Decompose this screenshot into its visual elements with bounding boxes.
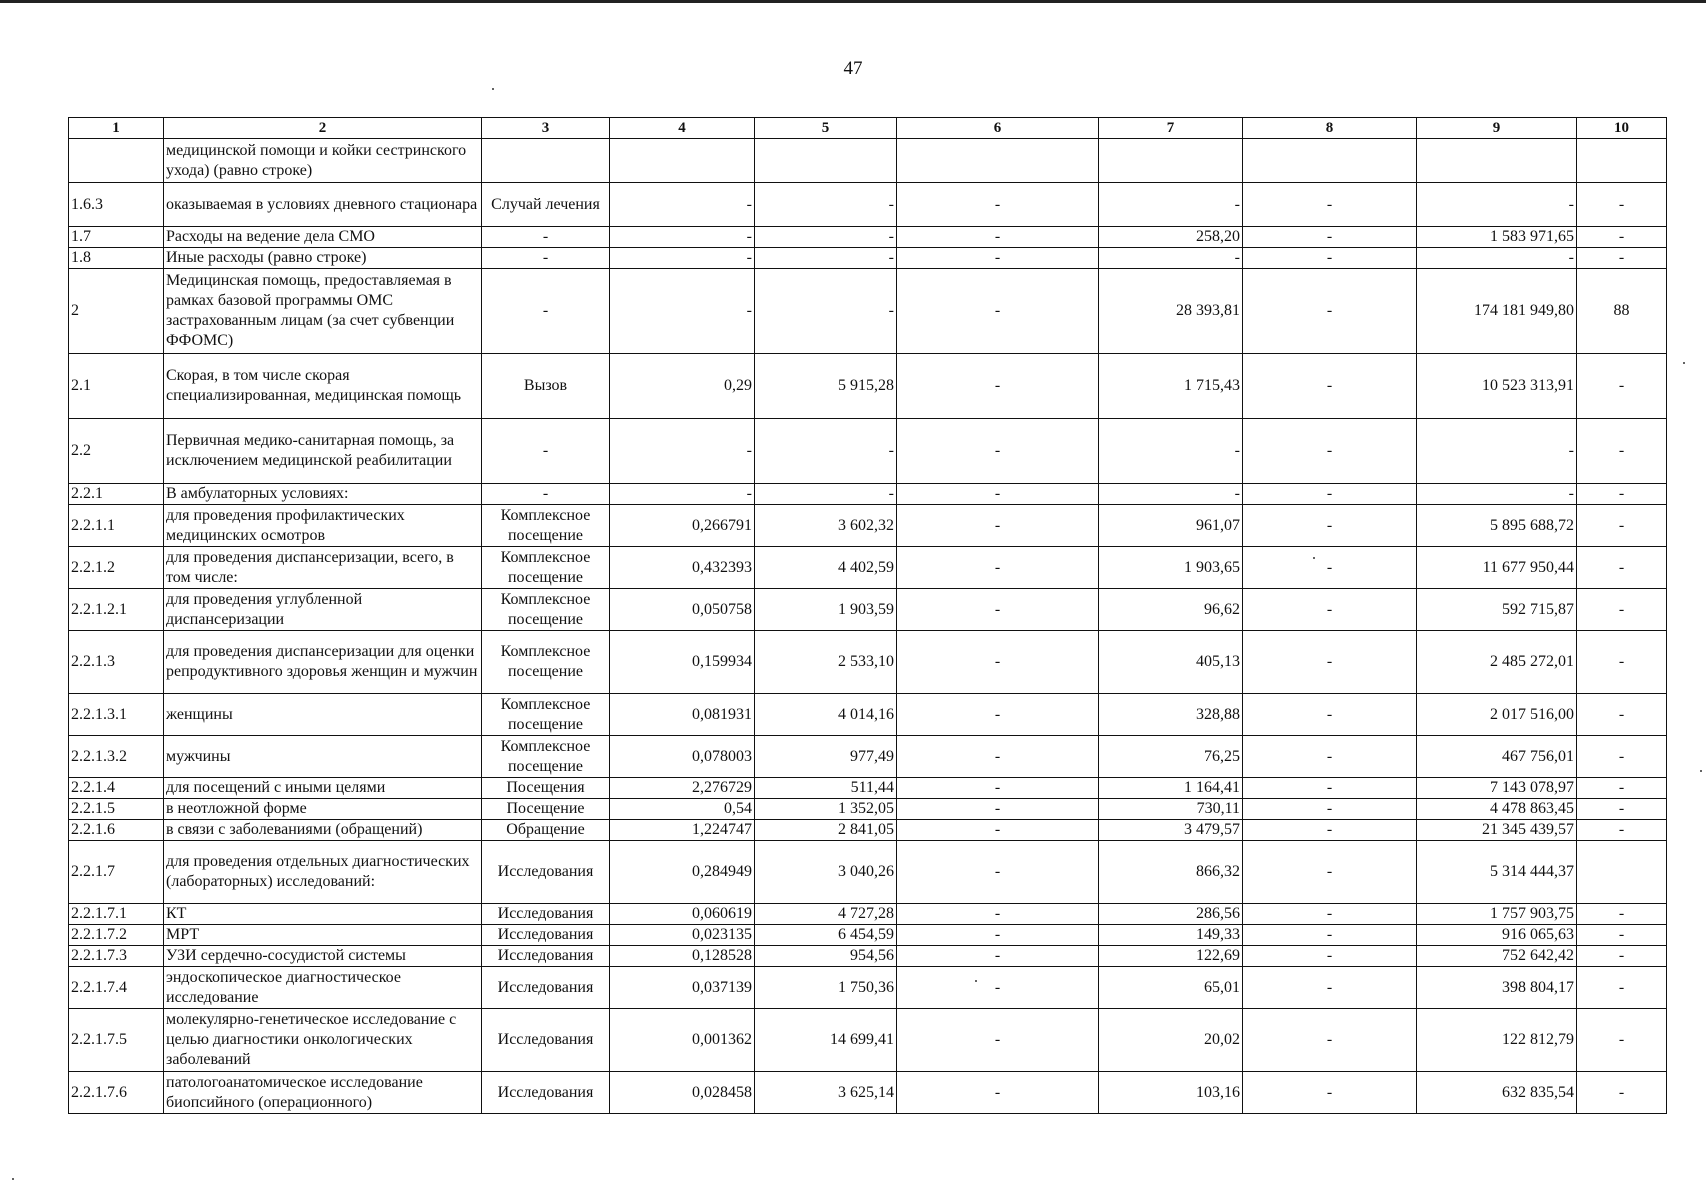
column-header: 1 xyxy=(69,118,164,139)
table-cell-col-8: - xyxy=(1243,248,1417,269)
table-cell-col-3: Исследования xyxy=(482,1009,610,1072)
table-cell-col-5: - xyxy=(755,183,897,227)
table-cell-col-6: - xyxy=(897,1072,1099,1114)
table-cell-col-6: - xyxy=(897,904,1099,925)
table-cell-col-5: 4 402,59 xyxy=(755,547,897,589)
table-cell-col-8: - xyxy=(1243,820,1417,841)
table-cell-col-6: - xyxy=(897,778,1099,799)
table-row xyxy=(69,269,1667,354)
column-header: 10 xyxy=(1577,118,1667,139)
table-row xyxy=(69,139,1667,183)
table-cell-col-7: - xyxy=(1099,248,1243,269)
table-cell-col-5: 2 841,05 xyxy=(755,820,897,841)
table-row xyxy=(69,248,1667,269)
table-cell-col-8: - xyxy=(1243,736,1417,778)
table-cell-col-4: 2,276729 xyxy=(610,778,755,799)
table-cell-col-9: - xyxy=(1417,183,1577,227)
table-cell-col-9: 21 345 439,57 xyxy=(1417,820,1577,841)
table-row xyxy=(69,1072,1667,1114)
table-cell-col-6: - xyxy=(897,183,1099,227)
table-cell-col-8: - xyxy=(1243,799,1417,820)
table-cell-col-2: молекулярно-генетическое исследование с целью диагностики онкологических заболеваний xyxy=(164,1009,482,1072)
table-cell-col-3: Исследования xyxy=(482,967,610,1009)
column-header: 3 xyxy=(482,118,610,139)
page-number: 47 xyxy=(843,58,863,79)
table-cell-col-5: 5 915,28 xyxy=(755,354,897,419)
table-cell-col-7: 1 164,41 xyxy=(1099,778,1243,799)
table-row xyxy=(69,778,1667,799)
table-row xyxy=(69,631,1667,694)
table-cell-col-2: эндоскопическое диагностическое исследование xyxy=(164,967,482,1009)
table-cell-col-2: в связи с заболеваниями (обращений) xyxy=(164,820,482,841)
table-cell-col-7: - xyxy=(1099,183,1243,227)
table-cell-col-2: патологоанатомическое исследование биопсийного (операционного) xyxy=(164,1072,482,1114)
table-cell-col-3: Исследования xyxy=(482,946,610,967)
table-cell-col-2: МРТ xyxy=(164,925,482,946)
table-cell-col-3: - xyxy=(482,269,610,354)
table-cell-col-4: - xyxy=(610,269,755,354)
table-cell-col-1: 2.2.1.2 xyxy=(69,547,164,589)
table-cell-col-3: Комплексное посещение xyxy=(482,736,610,778)
table-row xyxy=(69,736,1667,778)
table-cell-col-2: для проведения диспансеризации для оценки репродуктивного здоровья женщин и мужчин xyxy=(164,631,482,694)
table-cell-col-5: 1 352,05 xyxy=(755,799,897,820)
table-cell-col-1: 2.2.1.4 xyxy=(69,778,164,799)
column-header: 8 xyxy=(1243,118,1417,139)
table-cell-col-4: 0,159934 xyxy=(610,631,755,694)
table-cell-col-1: 2.2.1.7.1 xyxy=(69,904,164,925)
table-cell-col-5: 6 454,59 xyxy=(755,925,897,946)
table-cell-col-3: Исследования xyxy=(482,1072,610,1114)
table-cell-col-9: 122 812,79 xyxy=(1417,1009,1577,1072)
table-cell-col-5: - xyxy=(755,248,897,269)
table-cell-col-3: Вызов xyxy=(482,354,610,419)
table-cell-col-4: 0,284949 xyxy=(610,841,755,904)
table-cell-col-1: 2.1 xyxy=(69,354,164,419)
table-cell-col-7: 405,13 xyxy=(1099,631,1243,694)
table-cell-col-8: - xyxy=(1243,547,1417,589)
table-cell-col-4: 0,037139 xyxy=(610,967,755,1009)
table-cell-col-1: 2.2.1.7.6 xyxy=(69,1072,164,1114)
table-cell-col-5: 4 727,28 xyxy=(755,904,897,925)
table-cell-col-8: - xyxy=(1243,778,1417,799)
table-cell-col-8: - xyxy=(1243,694,1417,736)
table-cell-col-2: Иные расходы (равно строке) xyxy=(164,248,482,269)
table-cell-col-10: - xyxy=(1577,967,1667,1009)
table-cell-col-3: Исследования xyxy=(482,904,610,925)
table-cell-col-10: - xyxy=(1577,694,1667,736)
table-cell-col-9: 752 642,42 xyxy=(1417,946,1577,967)
table-cell-col-2: Первичная медико-санитарная помощь, за исключением медицинской реабилитации xyxy=(164,419,482,484)
table-cell-col-6: - xyxy=(897,354,1099,419)
table-row xyxy=(69,820,1667,841)
table-cell-col-10: - xyxy=(1577,946,1667,967)
table-cell-col-4: 0,050758 xyxy=(610,589,755,631)
table-cell-col-1: 1.7 xyxy=(69,227,164,248)
table-row xyxy=(69,484,1667,505)
table-cell-col-8: - xyxy=(1243,419,1417,484)
table-cell-col-4: 0,081931 xyxy=(610,694,755,736)
table-cell-col-9: 1 583 971,65 xyxy=(1417,227,1577,248)
table-cell-col-9: 2 485 272,01 xyxy=(1417,631,1577,694)
table-cell-col-4: 0,001362 xyxy=(610,1009,755,1072)
table-cell-col-5: 511,44 xyxy=(755,778,897,799)
table-cell-col-3: Комплексное посещение xyxy=(482,694,610,736)
table-cell-col-10: - xyxy=(1577,631,1667,694)
table-cell-col-3: Обращение xyxy=(482,820,610,841)
table-cell-col-7: 122,69 xyxy=(1099,946,1243,967)
table-cell-col-5: 3 602,32 xyxy=(755,505,897,547)
table-cell-col-3: Комплексное посещение xyxy=(482,505,610,547)
table-cell-col-6: - xyxy=(897,547,1099,589)
table-cell-col-6: - xyxy=(897,505,1099,547)
table-cell-col-10: - xyxy=(1577,248,1667,269)
table-cell-col-10: - xyxy=(1577,925,1667,946)
table-cell-col-5: 1 903,59 xyxy=(755,589,897,631)
table-cell-col-9 xyxy=(1417,139,1577,183)
table-cell-col-6: - xyxy=(897,925,1099,946)
table-cell-col-8: - xyxy=(1243,505,1417,547)
table-cell-col-4: - xyxy=(610,419,755,484)
table-cell-col-5: 954,56 xyxy=(755,946,897,967)
table-cell-col-4: - xyxy=(610,227,755,248)
table-row xyxy=(69,904,1667,925)
table-row xyxy=(69,227,1667,248)
table-cell-col-7: 1 715,43 xyxy=(1099,354,1243,419)
table-cell-col-6: - xyxy=(897,736,1099,778)
table-cell-col-3: Посещение xyxy=(482,799,610,820)
table-cell-col-8: - xyxy=(1243,967,1417,1009)
table-cell-col-1: 2 xyxy=(69,269,164,354)
table-row xyxy=(69,354,1667,419)
table-cell-col-1 xyxy=(69,139,164,183)
table-cell-col-2: оказываемая в условиях дневного стационара xyxy=(164,183,482,227)
table-row xyxy=(69,841,1667,904)
table-cell-col-7: 149,33 xyxy=(1099,925,1243,946)
table-cell-col-7: 1 903,65 xyxy=(1099,547,1243,589)
table-cell-col-8: - xyxy=(1243,904,1417,925)
table-cell-col-2: для проведения отдельных диагностических (лабораторных) исследований: xyxy=(164,841,482,904)
table-cell-col-8: - xyxy=(1243,227,1417,248)
table-cell-col-3: Исследования xyxy=(482,841,610,904)
table-row xyxy=(69,946,1667,967)
table-cell-col-2: В амбулаторных условиях: xyxy=(164,484,482,505)
table-cell-col-5: - xyxy=(755,227,897,248)
table-cell-col-5 xyxy=(755,139,897,183)
table-cell-col-4: - xyxy=(610,183,755,227)
table-cell-col-6: - xyxy=(897,419,1099,484)
table-cell-col-9: 467 756,01 xyxy=(1417,736,1577,778)
table-cell-col-6 xyxy=(897,139,1099,183)
table-cell-col-8: - xyxy=(1243,589,1417,631)
table-cell-col-7: 258,20 xyxy=(1099,227,1243,248)
table-cell-col-2: женщины xyxy=(164,694,482,736)
table-cell-col-7: 96,62 xyxy=(1099,589,1243,631)
table-row xyxy=(69,589,1667,631)
table-cell-col-9: - xyxy=(1417,484,1577,505)
table-cell-col-8: - xyxy=(1243,925,1417,946)
table-cell-col-9: - xyxy=(1417,419,1577,484)
table-cell-col-6: - xyxy=(897,1009,1099,1072)
table-cell-col-10: - xyxy=(1577,778,1667,799)
table-row xyxy=(69,925,1667,946)
table-cell-col-2: для проведения углубленной диспансеризации xyxy=(164,589,482,631)
table-cell-col-6: - xyxy=(897,694,1099,736)
table-cell-col-4: - xyxy=(610,484,755,505)
table-cell-col-4: 0,128528 xyxy=(610,946,755,967)
table-cell-col-8: - xyxy=(1243,1009,1417,1072)
table-cell-col-5: 977,49 xyxy=(755,736,897,778)
table-cell-col-2: УЗИ сердечно-сосудистой системы xyxy=(164,946,482,967)
table-cell-col-1: 2.2.1.7.2 xyxy=(69,925,164,946)
table-cell-col-8: - xyxy=(1243,1072,1417,1114)
table-cell-col-5: - xyxy=(755,419,897,484)
table-cell-col-3: - xyxy=(482,248,610,269)
table-cell-col-10 xyxy=(1577,139,1667,183)
table-cell-col-5: 14 699,41 xyxy=(755,1009,897,1072)
table-cell-col-7: 65,01 xyxy=(1099,967,1243,1009)
table-body xyxy=(69,139,1667,1114)
table-cell-col-10: - xyxy=(1577,419,1667,484)
table-cell-col-8: - xyxy=(1243,183,1417,227)
table-cell-col-3: - xyxy=(482,419,610,484)
table-cell-col-5: 2 533,10 xyxy=(755,631,897,694)
table-cell-col-9: 916 065,63 xyxy=(1417,925,1577,946)
table-row xyxy=(69,694,1667,736)
table-cell-col-1: 2.2.1.1 xyxy=(69,505,164,547)
table-row xyxy=(69,1009,1667,1072)
table-cell-col-9: 1 757 903,75 xyxy=(1417,904,1577,925)
table-cell-col-10: - xyxy=(1577,1072,1667,1114)
table-cell-col-10: - xyxy=(1577,904,1667,925)
table-row xyxy=(69,547,1667,589)
table-cell-col-1: 2.2.1 xyxy=(69,484,164,505)
table-cell-col-7: 730,11 xyxy=(1099,799,1243,820)
table-cell-col-6: - xyxy=(897,946,1099,967)
table-cell-col-7: 3 479,57 xyxy=(1099,820,1243,841)
table-cell-col-10: - xyxy=(1577,820,1667,841)
table-cell-col-8: - xyxy=(1243,841,1417,904)
table-row xyxy=(69,505,1667,547)
table-cell-col-2: Расходы на ведение дела СМО xyxy=(164,227,482,248)
table-cell-col-4: 0,028458 xyxy=(610,1072,755,1114)
table-cell-col-10: - xyxy=(1577,547,1667,589)
column-header: 4 xyxy=(610,118,755,139)
table-cell-col-10: - xyxy=(1577,799,1667,820)
table-cell-col-10 xyxy=(1577,841,1667,904)
table-row xyxy=(69,419,1667,484)
table-cell-col-3: Случай лечения xyxy=(482,183,610,227)
table-cell-col-4: 0,432393 xyxy=(610,547,755,589)
table-cell-col-1: 2.2.1.3 xyxy=(69,631,164,694)
table-cell-col-4: 0,54 xyxy=(610,799,755,820)
table-row xyxy=(69,183,1667,227)
table-cell-col-2: медицинской помощи и койки сестринского ухода) (равно строке) xyxy=(164,139,482,183)
table-cell-col-3: Посещения xyxy=(482,778,610,799)
table-cell-col-10: - xyxy=(1577,1009,1667,1072)
column-header: 5 xyxy=(755,118,897,139)
table-cell-col-7: - xyxy=(1099,484,1243,505)
table-cell-col-9: 174 181 949,80 xyxy=(1417,269,1577,354)
table-cell-col-5: 3 040,26 xyxy=(755,841,897,904)
page-top-border xyxy=(0,0,1706,3)
table-cell-col-10: - xyxy=(1577,589,1667,631)
table-row xyxy=(69,799,1667,820)
table-cell-col-4: 0,023135 xyxy=(610,925,755,946)
table-cell-col-3: Комплексное посещение xyxy=(482,547,610,589)
table-cell-col-9: 5 314 444,37 xyxy=(1417,841,1577,904)
table-row xyxy=(69,967,1667,1009)
table-cell-col-6: - xyxy=(897,269,1099,354)
table-cell-col-9: 7 143 078,97 xyxy=(1417,778,1577,799)
table-cell-col-10: - xyxy=(1577,354,1667,419)
table-cell-col-3 xyxy=(482,139,610,183)
table-cell-col-9: - xyxy=(1417,248,1577,269)
table-cell-col-6: - xyxy=(897,799,1099,820)
table-cell-col-2: для посещений с иными целями xyxy=(164,778,482,799)
table-cell-col-7: 866,32 xyxy=(1099,841,1243,904)
table-cell-col-9: 4 478 863,45 xyxy=(1417,799,1577,820)
table-cell-col-2: мужчины xyxy=(164,736,482,778)
table-cell-col-10: - xyxy=(1577,484,1667,505)
table-cell-col-6: - xyxy=(897,631,1099,694)
table-cell-col-6: - xyxy=(897,484,1099,505)
table-cell-col-2: Медицинская помощь, предоставляемая в рамках базовой программы ОМС застрахованным лицам (за счет субвенции ФФОМС) xyxy=(164,269,482,354)
table-cell-col-1: 1.8 xyxy=(69,248,164,269)
table-cell-col-7: 286,56 xyxy=(1099,904,1243,925)
table-cell-col-1: 2.2.1.3.1 xyxy=(69,694,164,736)
table-cell-col-3: - xyxy=(482,484,610,505)
table-cell-col-8: - xyxy=(1243,269,1417,354)
table-cell-col-9: 592 715,87 xyxy=(1417,589,1577,631)
table-cell-col-1: 2.2.1.2.1 xyxy=(69,589,164,631)
table-cell-col-10: - xyxy=(1577,227,1667,248)
table-cell-col-9: 398 804,17 xyxy=(1417,967,1577,1009)
table-cell-col-1: 2.2.1.7.4 xyxy=(69,967,164,1009)
table-cell-col-6: - xyxy=(897,841,1099,904)
table-cell-col-8: - xyxy=(1243,631,1417,694)
table-cell-col-4: 0,060619 xyxy=(610,904,755,925)
table-cell-col-4: 0,266791 xyxy=(610,505,755,547)
table-cell-col-8: - xyxy=(1243,354,1417,419)
table-cell-col-1: 2.2.1.3.2 xyxy=(69,736,164,778)
table-cell-col-6: - xyxy=(897,589,1099,631)
table-cell-col-9: 5 895 688,72 xyxy=(1417,505,1577,547)
table-cell-col-8: - xyxy=(1243,484,1417,505)
table-cell-col-7: 961,07 xyxy=(1099,505,1243,547)
table-cell-col-4: 0,078003 xyxy=(610,736,755,778)
table-cell-col-7: 28 393,81 xyxy=(1099,269,1243,354)
table-cell-col-5: 3 625,14 xyxy=(755,1072,897,1114)
table-cell-col-9: 2 017 516,00 xyxy=(1417,694,1577,736)
table-cell-col-7: 20,02 xyxy=(1099,1009,1243,1072)
table-cell-col-4 xyxy=(610,139,755,183)
table-cell-col-10: - xyxy=(1577,183,1667,227)
table-cell-col-4: - xyxy=(610,248,755,269)
table-cell-col-5: 4 014,16 xyxy=(755,694,897,736)
table-cell-col-10: - xyxy=(1577,505,1667,547)
table-cell-col-7: 76,25 xyxy=(1099,736,1243,778)
table-cell-col-1: 2.2.1.7.5 xyxy=(69,1009,164,1072)
table-cell-col-7: 103,16 xyxy=(1099,1072,1243,1114)
table-cell-col-3: - xyxy=(482,227,610,248)
column-header: 6 xyxy=(897,118,1099,139)
table-cell-col-8: - xyxy=(1243,946,1417,967)
table-cell-col-9: 632 835,54 xyxy=(1417,1072,1577,1114)
table-cell-col-3: Комплексное посещение xyxy=(482,589,610,631)
table-cell-col-2: для проведения профилактических медицинских осмотров xyxy=(164,505,482,547)
table-cell-col-10: - xyxy=(1577,736,1667,778)
table-cell-col-6: - xyxy=(897,820,1099,841)
table-cell-col-7: 328,88 xyxy=(1099,694,1243,736)
table-cell-col-1: 2.2 xyxy=(69,419,164,484)
table-cell-col-6: - xyxy=(897,967,1099,1009)
table-cell-col-4: 0,29 xyxy=(610,354,755,419)
table-cell-col-1: 2.2.1.7 xyxy=(69,841,164,904)
column-header: 7 xyxy=(1099,118,1243,139)
table-cell-col-5: - xyxy=(755,484,897,505)
table-cell-col-3: Комплексное посещение xyxy=(482,631,610,694)
table-cell-col-6: - xyxy=(897,248,1099,269)
table-cell-col-2: в неотложной форме xyxy=(164,799,482,820)
table-cell-col-1: 2.2.1.6 xyxy=(69,820,164,841)
table-cell-col-2: КТ xyxy=(164,904,482,925)
table-cell-col-1: 2.2.1.7.3 xyxy=(69,946,164,967)
column-header: 2 xyxy=(164,118,482,139)
table-cell-col-7 xyxy=(1099,139,1243,183)
table-cell-col-10: 88 xyxy=(1577,269,1667,354)
table-cell-col-9: 11 677 950,44 xyxy=(1417,547,1577,589)
table-cell-col-4: 1,224747 xyxy=(610,820,755,841)
table-cell-col-8 xyxy=(1243,139,1417,183)
table-cell-col-7: - xyxy=(1099,419,1243,484)
table-cell-col-3: Исследования xyxy=(482,925,610,946)
table-cell-col-9: 10 523 313,91 xyxy=(1417,354,1577,419)
table-cell-col-2: для проведения диспансеризации, всего, в том числе: xyxy=(164,547,482,589)
column-header: 9 xyxy=(1417,118,1577,139)
table-cell-col-1: 1.6.3 xyxy=(69,183,164,227)
table-cell-col-5: - xyxy=(755,269,897,354)
data-table xyxy=(68,117,1667,1114)
table-cell-col-5: 1 750,36 xyxy=(755,967,897,1009)
column-number-row xyxy=(69,118,1667,139)
table-cell-col-1: 2.2.1.5 xyxy=(69,799,164,820)
table-cell-col-2: Скорая, в том числе скорая специализированная, медицинская помощь xyxy=(164,354,482,419)
table-cell-col-6: - xyxy=(897,227,1099,248)
